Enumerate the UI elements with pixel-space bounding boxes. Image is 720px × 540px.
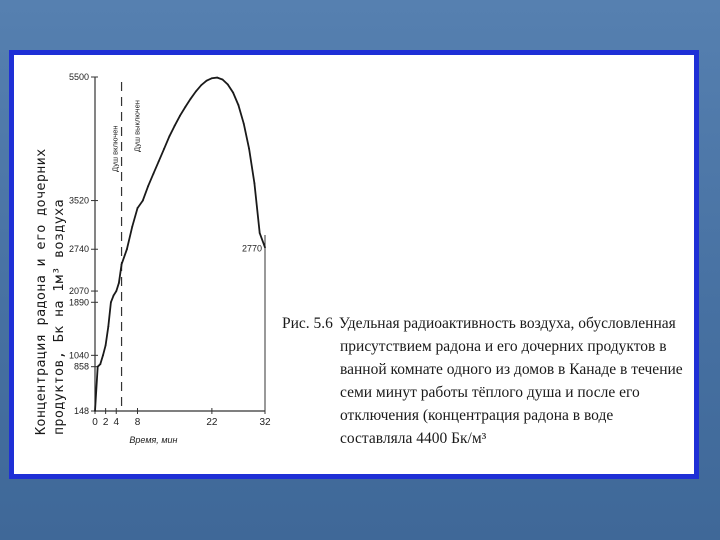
data-point (174, 125, 176, 127)
data-point (253, 182, 255, 184)
caption-line-3: ванной комнате одного из домов в Канаде в течение (340, 361, 683, 378)
y-tick-label: 858 (73, 361, 89, 372)
data-point (222, 79, 224, 81)
data-point (131, 226, 133, 228)
data-point (158, 160, 160, 162)
caption-line-1 (282, 312, 694, 335)
data-point (238, 104, 240, 106)
caption-line-5: отключения (концентрация радона в воде (340, 407, 614, 424)
annotation-shower-off: Душ выключен (132, 100, 142, 152)
data-point (190, 98, 192, 100)
data-point (232, 92, 234, 94)
caption-text-1: Удельная радиоактивность воздуха, обусловленная (338, 315, 676, 332)
data-point (153, 173, 155, 175)
data-point (121, 263, 123, 265)
data-point (99, 363, 101, 365)
y-tick-label: 2070 (68, 286, 89, 297)
data-point (118, 282, 120, 284)
data-point (163, 148, 165, 150)
data-point (147, 185, 149, 187)
data-point (248, 148, 250, 150)
y-tick-label: 2740 (68, 244, 89, 255)
data-point (216, 77, 218, 79)
scanned-figure (14, 55, 694, 474)
caption-line-6: составляла 4400 Бк/м³ (340, 430, 487, 447)
data-point (259, 232, 261, 234)
figure-frame (9, 50, 699, 479)
data-point (105, 344, 107, 346)
data-point (200, 84, 202, 86)
data-point (94, 410, 96, 412)
data-point (97, 366, 99, 368)
data-point (168, 135, 170, 137)
data-point (113, 295, 115, 297)
x-tick-label: 0 (92, 417, 98, 428)
y-tick-label: 1890 (68, 297, 89, 308)
series-line (95, 78, 265, 411)
data-point (227, 84, 229, 86)
x-tick-label: 32 (259, 417, 271, 428)
x-tick-label: 4 (113, 417, 120, 428)
y-tick-label: 148 (73, 406, 89, 416)
data-point (115, 290, 117, 292)
data-point (184, 106, 186, 108)
y-axis-label-line-2: продуктов, Бк на 1м³ воздуха (51, 199, 67, 435)
data-point (137, 207, 139, 209)
data-point (206, 80, 208, 82)
data-point (142, 200, 144, 202)
x-tick-label: 22 (206, 417, 218, 428)
data-point (211, 77, 213, 79)
data-point (102, 354, 104, 356)
x-tick-label: 8 (134, 417, 141, 428)
y-tick-label: 1040 (68, 350, 89, 361)
data-point (110, 301, 112, 303)
data-point (264, 246, 266, 248)
y-tick-label: 5500 (68, 72, 89, 82)
caption-line-4: семи минут работы тёплого душа и после его (340, 384, 640, 401)
data-point (179, 115, 181, 117)
data-point (107, 326, 109, 328)
annotation-shower-on: Душ включен (110, 125, 120, 172)
figure-number: Рис. 5.6 (282, 315, 333, 332)
data-point (243, 123, 245, 125)
x-axis-title: Время, мин (129, 435, 178, 445)
data-point (126, 248, 128, 250)
y-axis-label-line-1: Концентрация радона и его дочерних (33, 148, 49, 435)
figure-caption (282, 312, 694, 450)
x-tick-label: 2 (102, 417, 109, 428)
y-axis-label (32, 65, 68, 435)
end-value-label: 2770 (241, 243, 262, 254)
data-point (195, 90, 197, 92)
y-tick-label: 3520 (68, 195, 89, 206)
caption-line-2: присутствием радона и его дочерних продуктов в (340, 338, 667, 355)
